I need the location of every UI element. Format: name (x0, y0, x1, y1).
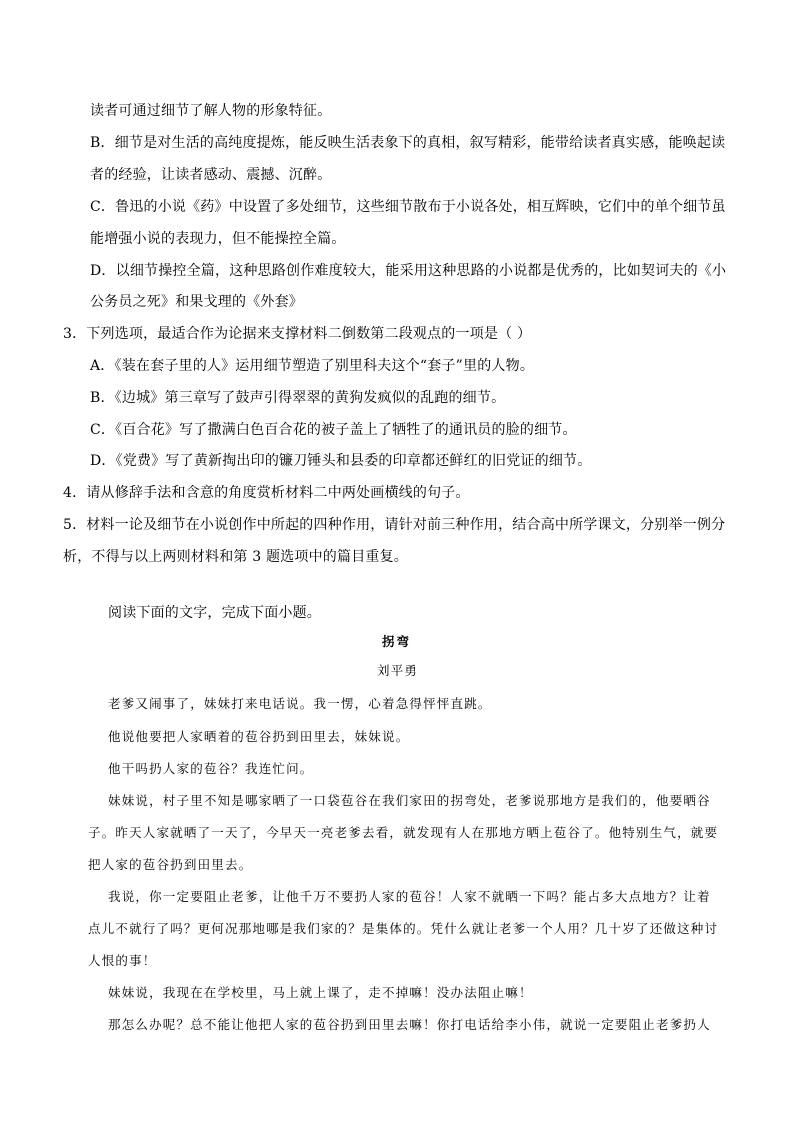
story-paragraph: 妹妹说，我现在在学校里，马上就上课了，走不掉嘛！没办法阻止嘛！ (108, 985, 533, 1000)
question-3-option-d: D．《党费》写了黄新掏出印的镰刀锤头和县委的印章都还鲜红的旧党证的细节。 (90, 453, 592, 469)
story-paragraph-continuation: 点儿不就行了吗？更何况那地哪是我们家的？是集体的。凭什么就让老爹一个人用？几十岁了还做这种讨 (88, 921, 719, 936)
story-paragraph-continuation: 把人家的苞谷扔到田里去。 (88, 857, 253, 872)
story-paragraph: 他说他要把人家晒着的苞谷扔到田里去，妹妹说。 (108, 729, 410, 744)
question-3-option-b: B．《边城》第三章写了鼓声引得翠翠的黄狗发疯似的乱跑的细节。 (90, 390, 506, 406)
story-paragraph: 我说，你一定要阻止老爹，让他千万不要扔人家的苞谷！人家不就晒一下吗？能占多大点地方？让着 (108, 889, 711, 904)
question-5-line-1: 5．材料一论及细节在小说创作中所起的四种作用，请针对前三种作用，结合高中所学课文，分别举一例分 (63, 517, 726, 533)
question-4: 4．请从修辞手法和含意的角度赏析材料二中两处画横线的句子。 (63, 485, 470, 501)
option-d-line-2: 公务员之死》和果戈理的《外套》 (90, 294, 303, 310)
question-3-option-a: A．《装在套子里的人》运用细节塑造了别里科夫这个“套子”里的人物。 (90, 358, 535, 374)
option-a-continuation: 读者可通过细节了解人物的形象特征。 (90, 103, 332, 119)
story-author: 刘平勇 (377, 663, 419, 678)
question-3: 3．下列选项，最适合作为论据来支撑材料二倒数第二段观点的一项是（ ） (63, 326, 532, 342)
question-5-line-2: 析，不得与以上两则材料和第 3 题选项中的篇目重复。 (63, 549, 409, 565)
option-b-line-1: B．细节是对生活的高纯度提炼，能反映生活表象下的真相，叙写精彩，能带给读者真实感，能唤起读 (90, 135, 726, 151)
story-paragraph: 妹妹说，村子里不知是哪家晒了一口袋苞谷在我们家田的拐弯处，老爹说那地方是我们的，他要晒谷 (108, 793, 711, 808)
story-paragraph: 老爹又闹事了，妹妹打来电话说。我一愣，心着急得怦怦直跳。 (108, 696, 492, 711)
option-d-line-1: D．以细节操控全篇，这种思路创作难度较大，能采用这种思路的小说都是优秀的，比如契诃夫的《小 (90, 263, 727, 279)
story-paragraph: 他干吗扔人家的苞谷？我连忙问。 (108, 761, 314, 776)
option-c-line-2: 能增强小说的表现力，但不能操控全篇。 (90, 231, 346, 247)
option-c-line-1: C．鲁迅的小说《药》中设置了多处细节，这些细节散布于小说各处，相互辉映，它们中的单个细节虽 (90, 199, 726, 215)
story-paragraph-continuation: 人恨的事！ (88, 953, 157, 968)
story-title: 拐弯 (382, 634, 412, 649)
question-3-option-c: C．《百合花》写了撒满白色百合花的被子盖上了牺牲了的通讯员的脸的细节。 (90, 422, 577, 438)
story-paragraph-continuation: 子。昨天人家就晒了一天了，今早天一亮老爹去看，就发现有人在那地方晒上苞谷了。他特别生气，就要 (88, 825, 719, 840)
option-b-line-2: 者的经验，让读者感动、震撼、沉醉。 (90, 167, 332, 183)
story-paragraph: 那怎么办呢？总不能让他把人家的苞谷扔到田里去嘛！你打电话给李小伟，就说一定要阻止老爹扔人 (108, 1017, 711, 1032)
reading-instruction: 阅读下面的文字，完成下面小题。 (108, 605, 321, 621)
